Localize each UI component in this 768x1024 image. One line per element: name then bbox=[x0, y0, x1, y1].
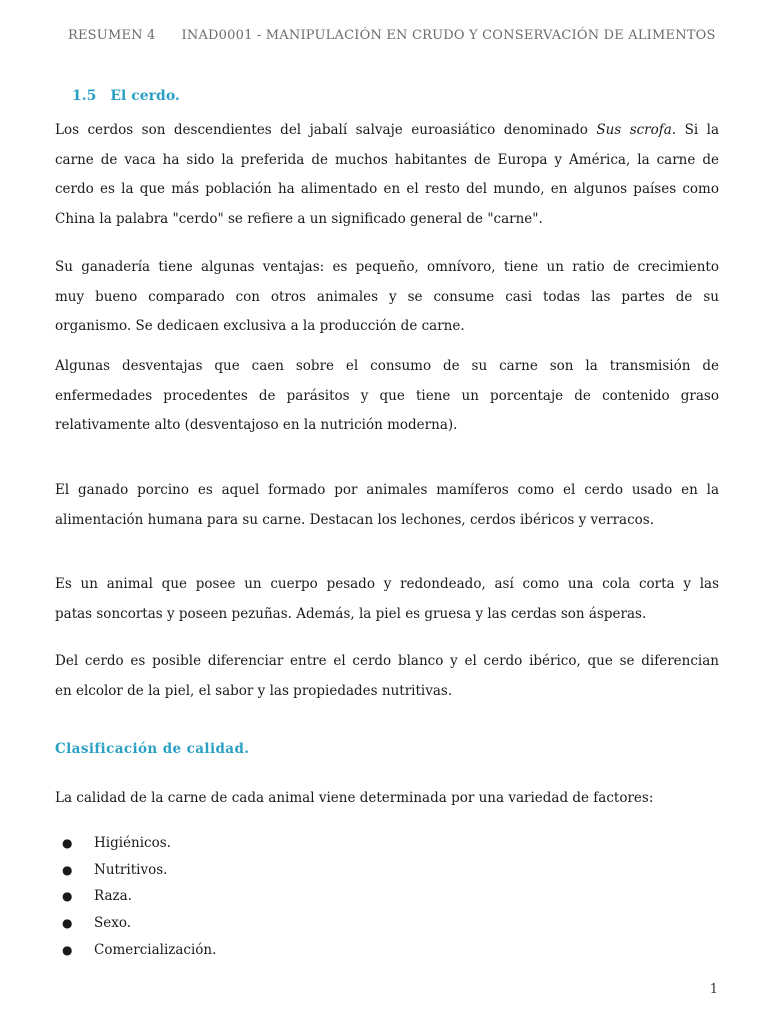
bullet-icon: ● bbox=[62, 942, 73, 957]
paragraph-origin bbox=[55, 116, 719, 234]
paragraph-line: Algunas desventajas que caen sobre el consumo de su carne son la transmisión de bbox=[55, 358, 719, 374]
quality-factor-list bbox=[62, 830, 216, 963]
quality-intro: La calidad de la carne de cada animal viene determinada por una variedad de factores: bbox=[55, 790, 654, 806]
bullet-icon: ● bbox=[62, 916, 73, 931]
paragraph-varieties bbox=[55, 647, 719, 706]
paragraph-line: organismo. Se dedicaen exclusiva a la producción de carne. bbox=[55, 318, 465, 334]
paragraph-livestock bbox=[55, 476, 719, 535]
paragraph-line: muy bueno comparado con otros animales y se consume casi todas las partes de su bbox=[55, 288, 719, 305]
list-item: ● Comercialización. bbox=[62, 937, 216, 964]
paragraph-line: Los cerdos son descendientes del jabalí salvaje euroasiático denominado Sus scrofa. Si la bbox=[55, 122, 719, 138]
paragraph-line: en elcolor de la piel, el sabor y las propiedades nutritivas. bbox=[55, 682, 453, 699]
species-name: Sus scrofa bbox=[596, 122, 672, 138]
bullet-icon: ● bbox=[62, 889, 73, 904]
paragraph-line: relativamente alto (desventajoso en la nutrición moderna). bbox=[55, 417, 458, 433]
paragraph-line: carne de vaca ha sido la preferida de muchos habitantes de Europa y América, la carne de bbox=[55, 151, 719, 168]
page-number: 1 bbox=[709, 982, 718, 997]
paragraph-anatomy bbox=[55, 570, 719, 629]
paragraph-advantages bbox=[55, 253, 719, 342]
paragraph-line: El ganado porcino es aquel formado por animales mamíferos como el cerdo usado en la bbox=[55, 482, 719, 498]
paragraph-line: cerdo es la que más población ha alimentado en el resto del mundo, en algunos países como bbox=[55, 181, 719, 197]
paragraph-disadvantages bbox=[55, 352, 719, 441]
paragraph-line: China la palabra "cerdo" se refiere a un significado general de "carne". bbox=[55, 210, 543, 227]
paragraph-line: enfermedades procedentes de parásitos y que tiene un porcentaje de contenido graso bbox=[55, 387, 719, 404]
section-number: 1.5 bbox=[72, 88, 97, 104]
running-header bbox=[68, 28, 716, 43]
quality-heading: Clasificación de calidad. bbox=[55, 741, 250, 757]
paragraph-line: Del cerdo es posible diferenciar entre el cerdo blanco y el cerdo ibérico, que se diferencian bbox=[55, 653, 719, 669]
list-item: ● Higiénicos. bbox=[62, 830, 216, 857]
list-item: ● Raza. bbox=[62, 883, 216, 910]
header-summary: RESUMEN 4 bbox=[68, 28, 156, 43]
list-item: ● Sexo. bbox=[62, 910, 216, 937]
paragraph-line: Es un animal que posee un cuerpo pesado y redondeado, así como una cola corta y las bbox=[55, 576, 719, 592]
list-item: ● Nutritivos. bbox=[62, 857, 216, 884]
section-title: El cerdo. bbox=[110, 88, 180, 104]
paragraph-line: Su ganadería tiene algunas ventajas: es pequeño, omnívoro, tiene un ratio de crecimiento bbox=[55, 259, 719, 275]
paragraph-line: alimentación humana para su carne. Destacan los lechones, cerdos ibéricos y verracos. bbox=[55, 511, 655, 528]
header-document-title: INAD0001 - MANIPULACIÓN EN CRUDO Y CONSERVACIÓN DE ALIMENTOS bbox=[181, 28, 716, 43]
bullet-icon: ● bbox=[62, 836, 73, 850]
section-heading bbox=[72, 88, 180, 104]
paragraph-line: patas soncortas y poseen pezuñas. Además, la piel es gruesa y las cerdas son ásperas. bbox=[55, 605, 647, 622]
bullet-icon: ● bbox=[62, 862, 73, 877]
